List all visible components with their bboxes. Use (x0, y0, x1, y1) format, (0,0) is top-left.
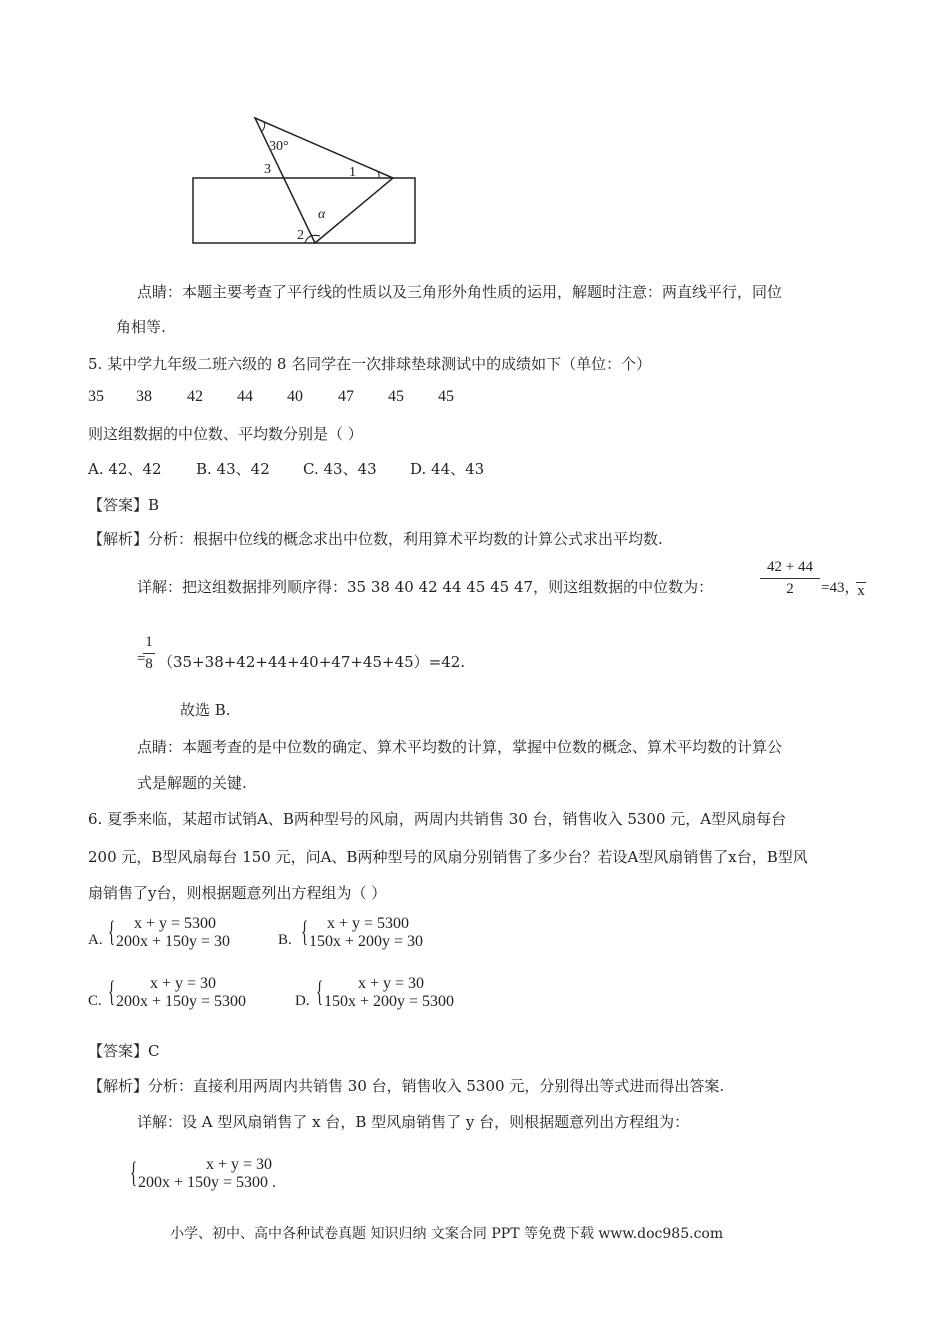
q5-comment-line1: 点睛：本题考查的是中位数的确定、算术平均数的计算，掌握中位数的概念、算术平均数的计算公 (137, 738, 783, 756)
score-8: 45 (438, 388, 454, 405)
q4-comment-line1: 点睛：本题主要考查了平行线的性质以及三角形外角性质的运用，解题时注意：两直线平行，同位 (137, 283, 783, 301)
figure-label-30: 30° (269, 139, 289, 154)
q6-option-b-system (301, 915, 451, 955)
q5-stem: 5. 某中学九年级二班六级的 8 名同学在一次排球垫球测试中的成绩如下（单位：个） (88, 355, 652, 373)
figure-label-alpha: α (318, 207, 326, 222)
q5-option-b: B. 43、42 (196, 460, 270, 478)
equation-line-1: x + y = 5300 (327, 915, 410, 932)
mean-denominator: 8 (145, 656, 153, 672)
q5-analysis: 【解析】分析：根据中位线的概念求出中位数，利用算术平均数的计算公式求出平均数. (88, 530, 663, 548)
q6-option-d-label: D. (295, 993, 310, 1009)
q6-option-a-label: A. (88, 932, 103, 948)
brace: { (130, 1156, 138, 1189)
q6-option-c-system (108, 975, 268, 1015)
geometry-figure (180, 110, 430, 255)
q6-stem-line3: 扇销售了y台，则根据题意列出方程组为（ ） (88, 884, 387, 902)
q6-option-b-label: B. (278, 932, 292, 948)
score-7: 45 (388, 388, 404, 405)
equation-line-1: x + y = 30 (206, 1156, 273, 1173)
score-6: 47 (338, 388, 354, 405)
q5-choose: 故选 B. (180, 701, 231, 719)
q6-detail: 详解：设 A 型风扇销售了 x 台，B 型风扇销售了 y 台，则根据题意列出方程组为： (137, 1113, 690, 1131)
equation-line-1: x + y = 5300 (134, 915, 217, 932)
brace: { (316, 975, 324, 1008)
figure-label-1: 1 (349, 165, 356, 180)
equation-line-2: 200x + 150y = 5300 . (138, 1174, 277, 1191)
equation-line-2: 200x + 150y = 30 (116, 933, 231, 950)
q6-analysis: 【解析】分析：直接利用两周内共销售 30 台，销售收入 5300 元，分别得出等式进而得出答案. (88, 1077, 725, 1095)
score-3: 42 (187, 388, 203, 405)
triangle (255, 118, 393, 243)
brace: { (108, 975, 116, 1008)
score-5: 40 (287, 388, 303, 405)
q5-option-a: A. 42、42 (88, 460, 162, 478)
median-denominator: 2 (786, 581, 794, 597)
q5-comment-line2: 式是解题的关键. (137, 774, 247, 792)
mean-numerator: 1 (145, 634, 153, 650)
equation-line-2: 150x + 200y = 30 (309, 933, 424, 950)
mean-expression: （35+38+42+44+40+47+45+45）=42. (158, 653, 466, 671)
q5-question: 则这组数据的中位数、平均数分别是（ ） (88, 425, 363, 443)
x-bar: x (857, 583, 865, 599)
score-1: 35 (88, 388, 104, 405)
mean-eq-sign: = (137, 651, 146, 667)
score-2: 38 (136, 388, 152, 405)
q6-stem-line1: 6. 夏季来临，某超市试销A、B两种型号的风扇，两周内共销售 30 台，销售收入 5300 元，A型风扇每台 (88, 810, 787, 828)
q4-comment-line2: 角相等. (116, 318, 166, 336)
mean-symbol (856, 576, 866, 600)
q5-option-d: D. 44、43 (410, 460, 485, 478)
median-result: =43， (821, 580, 860, 596)
brace: { (301, 915, 309, 948)
fraction-bar (760, 578, 820, 579)
q5-detail: 详解：把这组数据排列顺序得：35 38 40 42 44 45 45 47，则这组数据的中位数为： (137, 578, 714, 596)
q6-answer: 【答案】C (88, 1042, 160, 1060)
footer-text: 小学、初中、高中各种试卷真题 知识归纳 文案合同 PPT 等免费下载 www.doc985.com (170, 1226, 724, 1242)
equation-line-2: 200x + 150y = 5300 (116, 993, 247, 1010)
q6-solution-system (130, 1156, 320, 1196)
q6-option-a-system (108, 915, 258, 955)
fraction-bar (143, 653, 155, 654)
figure-label-3: 3 (264, 162, 271, 177)
q6-stem-line2: 200 元，B型风扇每台 150 元，问A、B两种型号的风扇分别销售了多少台？若设A型风扇销售了x台，B型风 (88, 848, 808, 866)
q6-option-d-system (316, 975, 476, 1015)
median-fraction (760, 559, 820, 598)
score-4: 44 (237, 388, 253, 405)
median-numerator: 42 + 44 (767, 559, 813, 575)
equation-line-1: x + y = 30 (150, 975, 217, 992)
equation-line-2: 150x + 200y = 5300 (324, 993, 455, 1010)
q5-option-c: C. 43、43 (303, 460, 377, 478)
figure-label-2: 2 (297, 228, 304, 243)
q5-answer: 【答案】B (88, 496, 160, 514)
q6-option-c-label: C. (88, 993, 102, 1009)
equation-line-1: x + y = 30 (358, 975, 425, 992)
brace: { (108, 915, 116, 948)
mean-fraction (143, 634, 155, 673)
